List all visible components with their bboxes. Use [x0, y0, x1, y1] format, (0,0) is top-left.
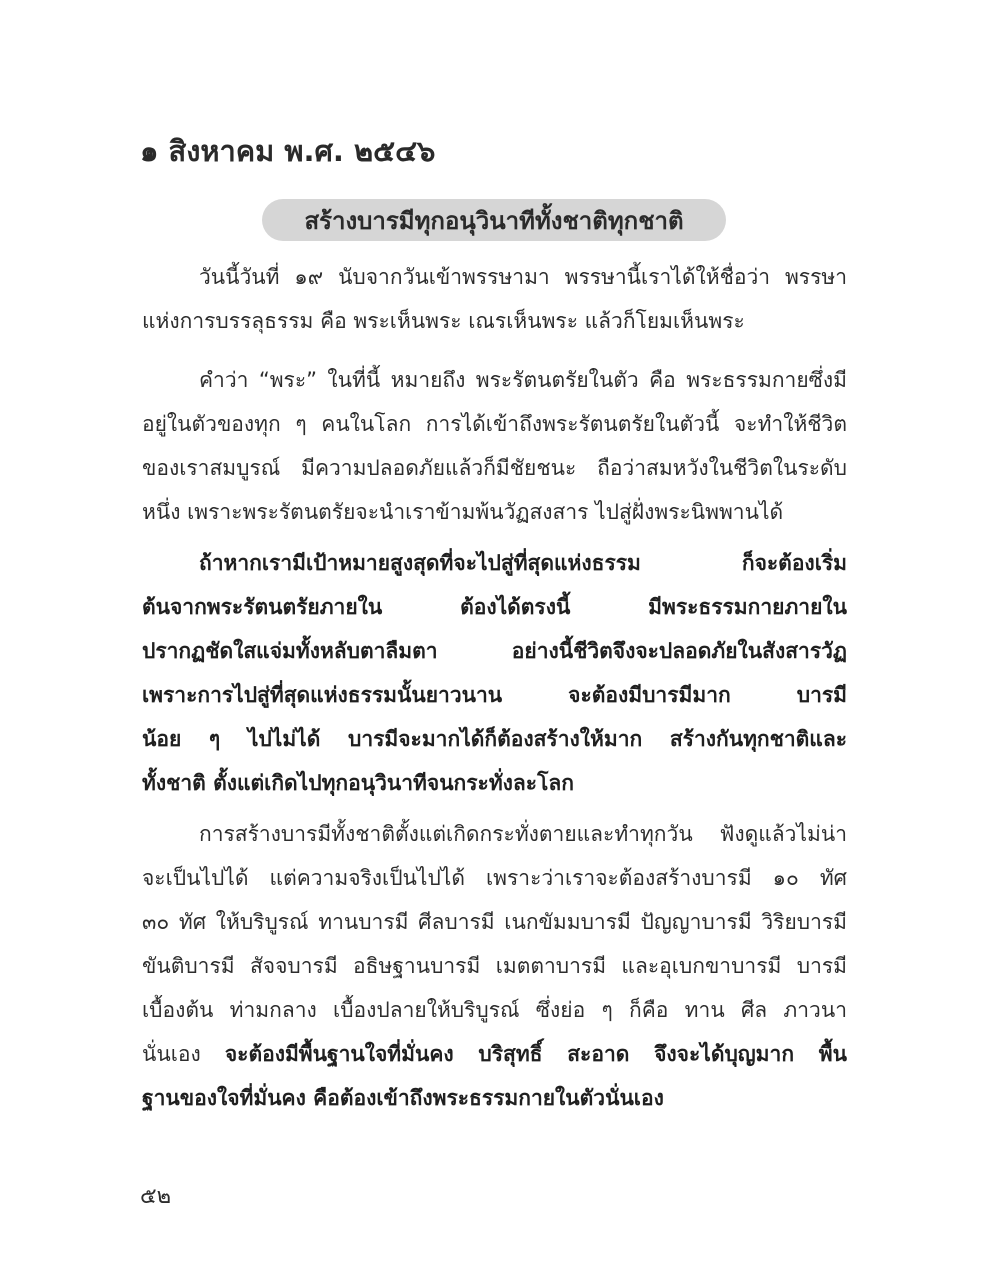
- paragraph-line: เบื้องต้น ท่ามกลาง เบื้องปลายให้บริบูรณ์ ซึ่งย่อ ๆ ก็คือ ทาน ศีล ภาวนา: [142, 998, 847, 1022]
- paragraph-line: ๓๐ ทัศ ให้บริบูรณ์ ทานบารมี ศีลบารมี เนกขัมมบารมี ปัญญาบารมี วิริยบารมี: [142, 910, 847, 934]
- paragraph-line: จะเป็นไปได้ แต่ความจริงเป็นไปได้ เพราะว่าเราจะต้องสร้างบารมี ๑๐ ทัศ: [142, 866, 847, 890]
- paragraph-line-mixed: [142, 1032, 847, 1076]
- paragraph-line: ถ้าหากเรามีเป้าหมายสูงสุดที่จะไปสู่ที่สุดแห่งธรรม ก็จะต้องเริ่ม: [199, 551, 847, 575]
- paragraph-line: วันนี้วันที่ ๑๙ นับจากวันเข้าพรรษามา พรรษานี้เราได้ให้ชื่อว่า พรรษา: [199, 265, 847, 289]
- paragraph-line: ขันติบารมี สัจจบารมี อธิษฐานบารมี เมตตาบารมี และอุเบกขาบารมี บารมี: [142, 954, 847, 978]
- paragraph-4: [142, 812, 847, 1120]
- paragraph-2: [142, 358, 847, 534]
- paragraph-line: ของเราสมบูรณ์ มีความปลอดภัยแล้วก็มีชัยชนะ ถือว่าสมหวังในชีวิตในระดับ: [142, 456, 847, 480]
- paragraph-line: เพราะการไปสู่ที่สุดแห่งธรรมนั้นยาวนาน จะต้องมีบารมีมาก บารมี: [142, 683, 847, 707]
- paragraph-line: ทั้งชาติ ตั้งแต่เกิดไปทุกอนุวินาทีจนกระทั่งละโลก: [142, 771, 574, 795]
- paragraph-1: [142, 255, 847, 343]
- paragraph-line: คำว่า “พระ” ในที่นี้ หมายถึง พระรัตนตรัยในตัว คือ พระธรรมกายซึ่งมี: [199, 368, 847, 392]
- paragraph-line: การสร้างบารมีทั้งชาติตั้งแต่เกิดกระทั่งตายและทำทุกวัน ฟังดูแล้วไม่น่า: [199, 822, 847, 846]
- paragraph-run-bold: จะต้องมีพื้นฐานใจที่มั่นคง บริสุทธิ์ สะอาด จึงจะได้บุญมาก พื้น: [224, 1042, 847, 1066]
- paragraph-line: อยู่ในตัวของทุก ๆ คนในโลก การได้เข้าถึงพระรัตนตรัยในตัวนี้ จะทำให้ชีวิต: [142, 412, 847, 436]
- paragraph-run-normal: นั่นเอง: [142, 1042, 225, 1066]
- paragraph-line: น้อย ๆ ไปไม่ได้ บารมีจะมากได้ก็ต้องสร้างให้มาก สร้างกันทุกชาติและ: [142, 727, 847, 751]
- paragraph-line: ปรากฏชัดใสแจ่มทั้งหลับตาลืมตา อย่างนี้ชีวิตจึงจะปลอดภัยในสังสารวัฏ: [142, 639, 847, 663]
- date-heading: ๑ สิงหาคม พ.ศ. ๒๕๔๖: [140, 134, 436, 168]
- section-title: สร้างบารมีทุกอนุวินาทีทั้งชาติทุกชาติ: [304, 206, 684, 235]
- paragraph-line: หนึ่ง เพราะพระรัตนตรัยจะนำเราข้ามพ้นวัฏสงสาร ไปสู่ฝั่งพระนิพพานได้: [142, 500, 784, 524]
- section-title-pill: [262, 199, 726, 241]
- paragraph-line: ต้นจากพระรัตนตรัยภายใน ต้องได้ตรงนี้ มีพระธรรมกายภายใน: [142, 595, 847, 619]
- paragraph-line: ฐานของใจที่มั่นคง คือต้องเข้าถึงพระธรรมกายในตัวนั่นเอง: [142, 1086, 664, 1110]
- page-number: ๕๒: [140, 1184, 172, 1209]
- paragraph-line: แห่งการบรรลุธรรม คือ พระเห็นพระ เณรเห็นพระ แล้วก็โยมเห็นพระ: [142, 309, 745, 333]
- paragraph-3-bold: [142, 541, 847, 805]
